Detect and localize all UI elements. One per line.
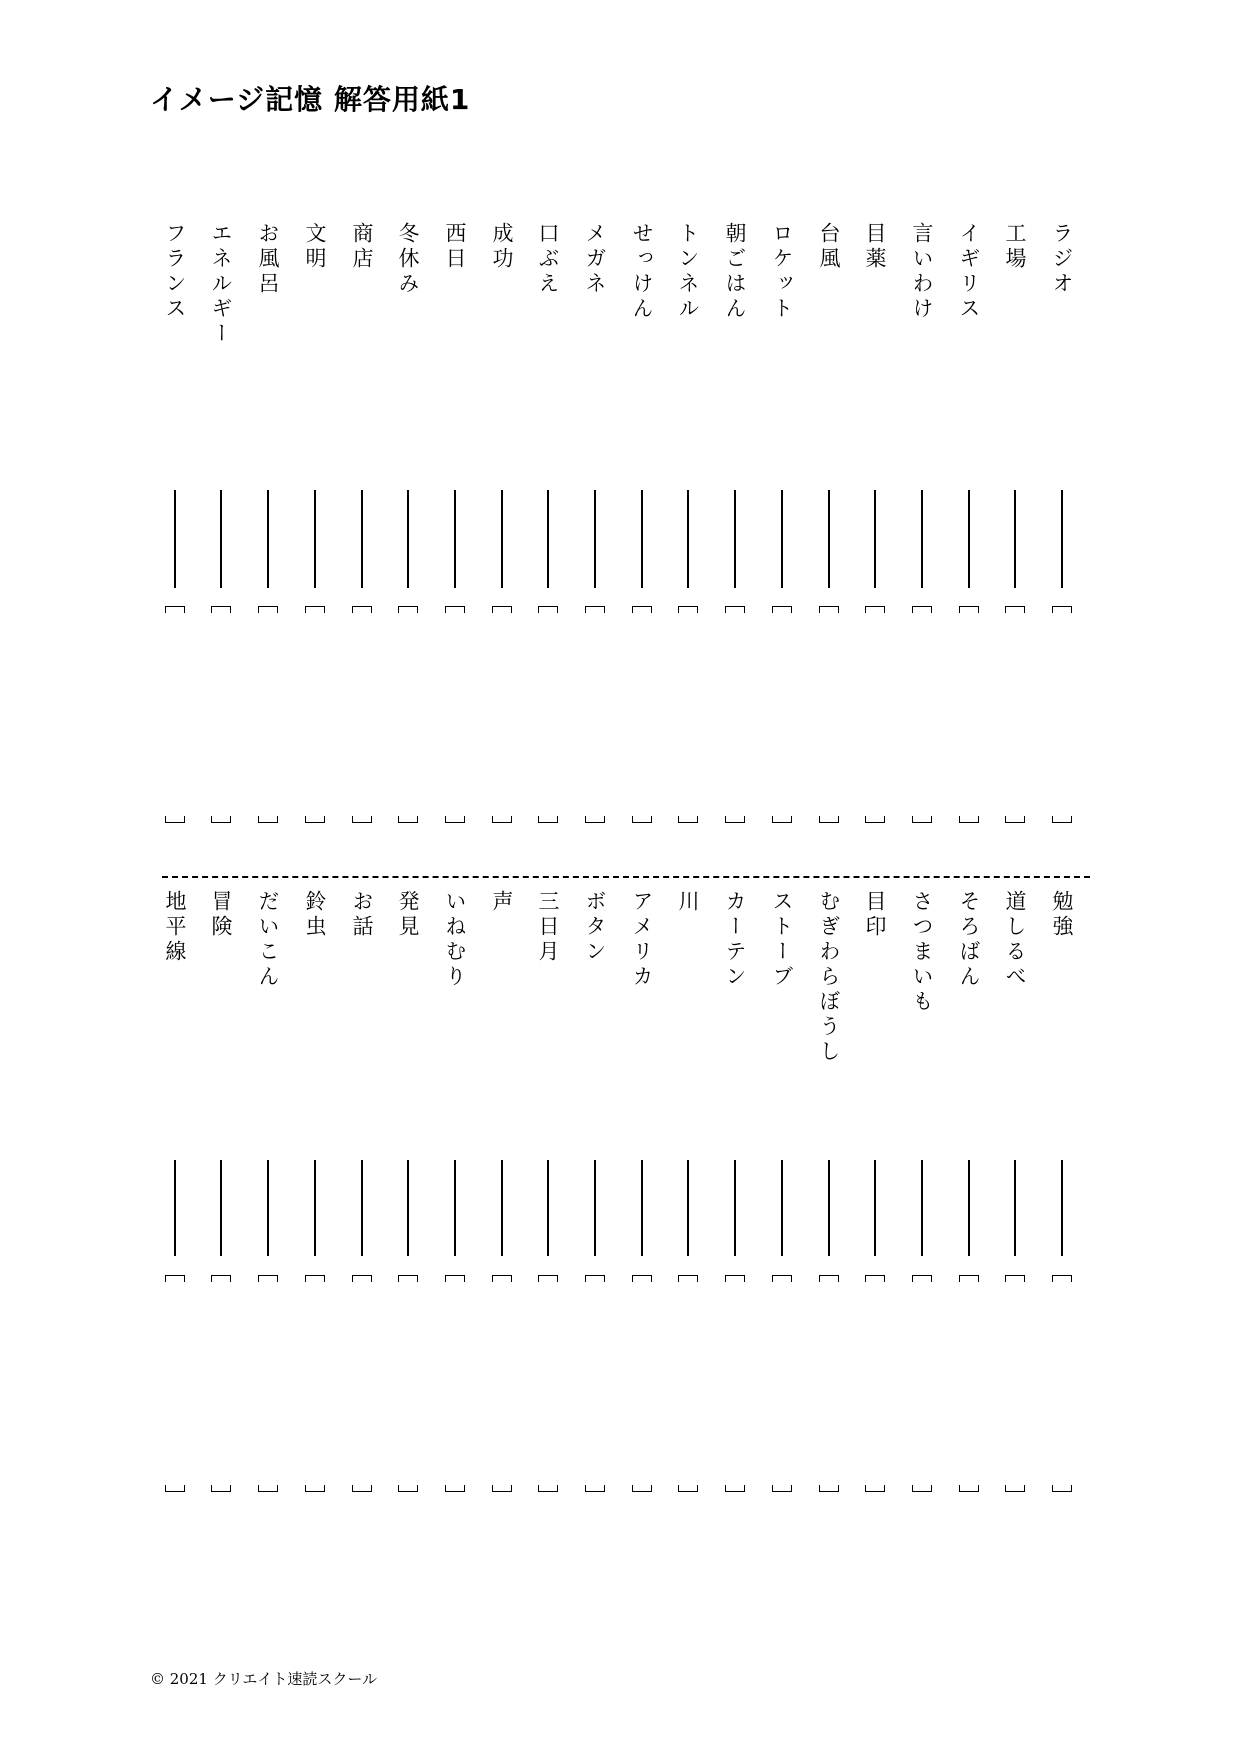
answer-bracket-open	[632, 1275, 652, 1282]
answer-bracket-open	[352, 606, 372, 613]
question-word: 朝ごはん	[723, 222, 747, 322]
answer-bracket-open	[678, 606, 698, 613]
answer-bracket-close	[1052, 1485, 1072, 1492]
question-word: いねむり	[443, 890, 467, 990]
question-word: 成功	[490, 222, 514, 272]
question-word: 工場	[1003, 222, 1027, 272]
answer-bracket-open	[819, 606, 839, 613]
question-word: 商店	[350, 222, 374, 272]
column-rule	[314, 490, 316, 588]
column-rule	[454, 1160, 456, 1256]
column-rule	[501, 1160, 503, 1256]
column-rule	[267, 490, 269, 588]
answer-bracket-open	[165, 1275, 185, 1282]
answer-bracket-close	[678, 1485, 698, 1492]
column-rule	[641, 490, 643, 588]
answer-bracket-open	[1052, 606, 1072, 613]
answer-bracket-close	[165, 816, 185, 823]
answer-bracket-open	[725, 1275, 745, 1282]
answer-bracket-open	[1052, 1275, 1072, 1282]
answer-bracket-open	[819, 1275, 839, 1282]
answer-bracket-close	[258, 816, 278, 823]
answer-bracket-close	[912, 1485, 932, 1492]
answer-bracket-open	[912, 606, 932, 613]
question-word: さつまいも	[910, 890, 934, 1015]
column-rule	[1061, 490, 1063, 588]
question-word: フランス	[163, 222, 187, 322]
column-rule	[1014, 1160, 1016, 1256]
answer-bracket-close	[585, 816, 605, 823]
question-word: 地平線	[163, 890, 187, 965]
column-rule	[361, 490, 363, 588]
question-word: 鈴虫	[303, 890, 327, 940]
column-rule	[921, 490, 923, 588]
column-rule	[828, 1160, 830, 1256]
answer-bracket-close	[211, 816, 231, 823]
answer-bracket-close	[1005, 816, 1025, 823]
question-word: むぎわらぼうし	[817, 890, 841, 1065]
answer-bracket-close	[211, 1485, 231, 1492]
question-word: 発見	[396, 890, 420, 940]
answer-bracket-open	[445, 606, 465, 613]
column-rule	[874, 1160, 876, 1256]
column-rule	[828, 490, 830, 588]
question-word: せっけん	[630, 222, 654, 322]
column-rule	[1061, 1160, 1063, 1256]
answer-bracket-close	[352, 1485, 372, 1492]
answer-bracket-close	[398, 1485, 418, 1492]
question-word: 目印	[863, 890, 887, 940]
answer-bracket-open	[538, 606, 558, 613]
answer-bracket-open	[211, 1275, 231, 1282]
question-word: 目薬	[863, 222, 887, 272]
question-word: ロケット	[770, 222, 794, 322]
answer-bracket-open	[912, 1275, 932, 1282]
answer-bracket-open	[1005, 1275, 1025, 1282]
question-word: ストーブ	[770, 890, 794, 990]
question-word: だいこん	[256, 890, 280, 990]
answer-bracket-close	[865, 816, 885, 823]
question-word: 台風	[817, 222, 841, 272]
answer-bracket-close	[398, 816, 418, 823]
question-word: ラジオ	[1050, 222, 1074, 297]
answer-bracket-open	[398, 1275, 418, 1282]
question-word: アメリカ	[630, 890, 654, 990]
answer-bracket-open	[258, 606, 278, 613]
question-word: イギリス	[957, 222, 981, 322]
column-rule	[734, 1160, 736, 1256]
column-rule	[921, 1160, 923, 1256]
answer-bracket-open	[165, 606, 185, 613]
column-rule	[781, 490, 783, 588]
answer-bracket-close	[585, 1485, 605, 1492]
answer-bracket-close	[305, 1485, 325, 1492]
column-rule	[407, 1160, 409, 1256]
answer-bracket-open	[585, 606, 605, 613]
column-rule	[220, 490, 222, 588]
question-word: 冬休み	[396, 222, 420, 297]
question-word: 道しるべ	[1003, 890, 1027, 990]
answer-bracket-open	[492, 1275, 512, 1282]
question-word: 冒険	[209, 890, 233, 940]
question-word: 川	[676, 890, 700, 915]
question-word: 文明	[303, 222, 327, 272]
answer-bracket-open	[632, 606, 652, 613]
answer-bracket-open	[725, 606, 745, 613]
answer-bracket-open	[865, 606, 885, 613]
answer-bracket-open	[538, 1275, 558, 1282]
answer-bracket-close	[492, 816, 512, 823]
answer-bracket-close	[352, 816, 372, 823]
answer-bracket-open	[398, 606, 418, 613]
answer-bracket-open	[772, 1275, 792, 1282]
section-divider	[162, 876, 1090, 878]
column-rule	[781, 1160, 783, 1256]
column-rule	[547, 1160, 549, 1256]
column-rule	[454, 490, 456, 588]
copyright-notice: © 2021 クリエイト速読スクール	[150, 1670, 378, 1688]
question-word: トンネル	[676, 222, 700, 322]
question-word: 言いわけ	[910, 222, 934, 322]
answer-bracket-open	[678, 1275, 698, 1282]
answer-bracket-open	[211, 606, 231, 613]
answer-bracket-close	[445, 1485, 465, 1492]
answer-bracket-close	[819, 816, 839, 823]
column-rule	[314, 1160, 316, 1256]
page-title: イメージ記憶 解答用紙1	[150, 83, 471, 116]
column-rule	[501, 490, 503, 588]
answer-bracket-open	[305, 1275, 325, 1282]
question-word: 口ぶえ	[536, 222, 560, 297]
answer-bracket-close	[258, 1485, 278, 1492]
question-word: お話	[350, 890, 374, 940]
question-word: そろばん	[957, 890, 981, 990]
question-word: 三日月	[536, 890, 560, 965]
answer-bracket-open	[352, 1275, 372, 1282]
column-rule	[734, 490, 736, 588]
column-rule	[594, 1160, 596, 1256]
answer-bracket-open	[1005, 606, 1025, 613]
question-word: 声	[490, 890, 514, 915]
answer-bracket-close	[725, 1485, 745, 1492]
answer-bracket-close	[678, 816, 698, 823]
answer-bracket-close	[538, 816, 558, 823]
answer-bracket-close	[445, 816, 465, 823]
column-rule	[594, 490, 596, 588]
question-word: メガネ	[583, 222, 607, 297]
answer-bracket-close	[912, 816, 932, 823]
column-rule	[267, 1160, 269, 1256]
answer-bracket-open	[959, 1275, 979, 1282]
answer-bracket-open	[258, 1275, 278, 1282]
answer-bracket-close	[959, 1485, 979, 1492]
question-word: カーテン	[723, 890, 747, 990]
question-word: 西日	[443, 222, 467, 272]
answer-bracket-close	[959, 816, 979, 823]
answer-bracket-close	[632, 1485, 652, 1492]
answer-bracket-close	[725, 816, 745, 823]
answer-bracket-close	[1005, 1485, 1025, 1492]
question-word: お風呂	[256, 222, 280, 297]
answer-bracket-close	[1052, 816, 1072, 823]
column-rule	[220, 1160, 222, 1256]
answer-bracket-close	[865, 1485, 885, 1492]
column-rule	[687, 490, 689, 588]
column-rule	[968, 490, 970, 588]
answer-bracket-open	[492, 606, 512, 613]
answer-bracket-close	[492, 1485, 512, 1492]
question-word: ボタン	[583, 890, 607, 965]
column-rule	[968, 1160, 970, 1256]
column-rule	[174, 490, 176, 588]
answer-bracket-open	[959, 606, 979, 613]
column-rule	[874, 490, 876, 588]
column-rule	[641, 1160, 643, 1256]
answer-bracket-open	[305, 606, 325, 613]
answer-bracket-close	[538, 1485, 558, 1492]
column-rule	[1014, 490, 1016, 588]
answer-bracket-close	[165, 1485, 185, 1492]
answer-bracket-open	[865, 1275, 885, 1282]
column-rule	[407, 490, 409, 588]
column-rule	[547, 490, 549, 588]
column-rule	[361, 1160, 363, 1256]
answer-bracket-close	[772, 816, 792, 823]
column-rule	[687, 1160, 689, 1256]
answer-bracket-open	[445, 1275, 465, 1282]
answer-bracket-open	[772, 606, 792, 613]
column-rule	[174, 1160, 176, 1256]
answer-bracket-close	[772, 1485, 792, 1492]
answer-bracket-close	[632, 816, 652, 823]
question-word: 勉強	[1050, 890, 1074, 940]
question-word: エネルギー	[209, 222, 233, 347]
answer-bracket-close	[305, 816, 325, 823]
answer-bracket-open	[585, 1275, 605, 1282]
answer-bracket-close	[819, 1485, 839, 1492]
